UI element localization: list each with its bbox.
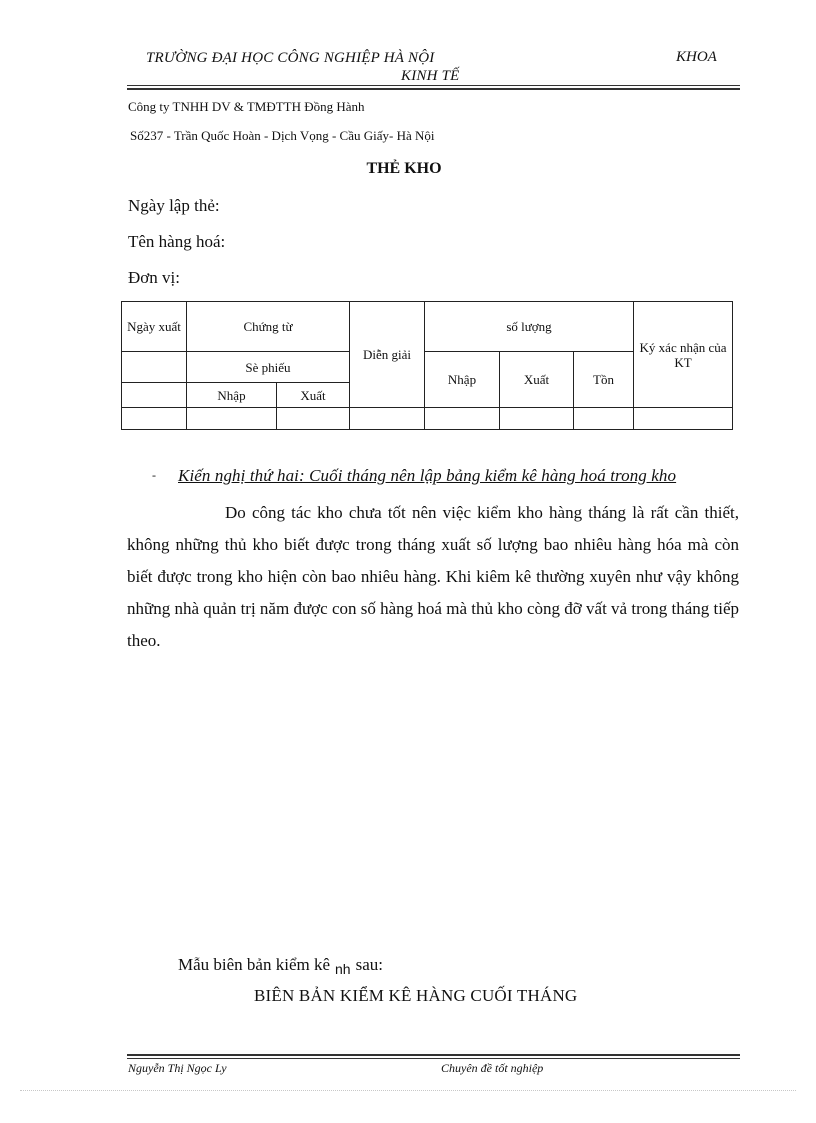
table-cell [277,408,350,430]
table-cell [634,408,733,430]
body-paragraph: Do công tác kho chưa tốt nên việc kiểm kho hàng tháng là rất cần thiết, không những thủ kho biết được trong tháng xuất số lượng bao nhiêu hàng hóa mà còn biết được trong kho hiện còn bao nhiêu hàng. Khi kiêm kê thường xuyên như vậy không những nhà quản trị năm được con số hàng hoá mà thủ kho còng đỡ vất vả trong tháng tiếp theo. [127,503,739,650]
header-school [146,49,476,85]
table-cell [425,408,500,430]
header-rule-thin [127,85,740,86]
th-quantity: số lượng [425,302,634,352]
page-title: THẺ KHO [366,160,442,177]
th-qty-stock: Tồn [574,352,634,408]
table-cell [187,408,277,430]
th-confirm: Ký xác nhận của KT [634,302,733,408]
bullet-mark: - [152,468,156,482]
field-date: Ngày lập thẻ: [128,196,220,215]
header-school-line2: KINH TẾ [401,68,460,84]
report-title: BIÊN BẢN KIỂM KÊ HÀNG CUỐI THÁNG [254,986,578,1005]
th-date: Ngày xuất [122,302,187,352]
sample-before: Mẫu biên bản kiểm kê [178,955,331,974]
th-import: Nhập [187,383,277,408]
header-school-line1: TRƯỜNG ĐẠI HỌC CÔNG NGHIỆP HÀ NỘI [146,50,435,66]
footer-rule-thin [127,1058,740,1059]
table-cell [122,408,187,430]
field-goods-name: Tên hàng hoá: [128,232,226,251]
th-qty-export: Xuất [500,352,574,408]
page-bottom-dotted-line [20,1090,796,1091]
sample-nh: nh [335,961,351,977]
footer-author: Nguyễn Thị Ngọc Ly [128,1061,227,1075]
sample-line [178,955,383,975]
recommendation-heading: Kiến nghị thứ hai: Cuối tháng nên lập bảng kiểm kê hàng hoá trong kho [178,466,677,485]
company-name: Công ty TNHH DV & TMĐTTH Đồng Hành [128,99,365,114]
table-cell [574,408,634,430]
stock-card-table [121,301,733,430]
company-address: Số237 - Trần Quốc Hoàn - Dịch Vọng - Cầu Giấy- Hà Nội [130,128,435,143]
field-unit: Đơn vị: [128,268,180,287]
th-export: Xuất [277,383,350,408]
th-voucher: Chứng từ [187,302,350,352]
table-cell [500,408,574,430]
sample-after: sau: [355,955,383,974]
footer-rule-thick [127,1054,740,1056]
footer-document: Chuyên đề tốt nghiệp [441,1061,544,1075]
table-cell [350,408,425,430]
th-qty-import: Nhập [425,352,500,408]
th-voucher-no: Sè phiếu [187,352,350,383]
td-empty-date-sub [122,352,187,383]
header-rule-thick [127,88,740,90]
td-empty-date-sub2 [122,383,187,408]
th-description: Diễn giải [350,302,425,408]
header-faculty: KHOA [676,49,717,65]
